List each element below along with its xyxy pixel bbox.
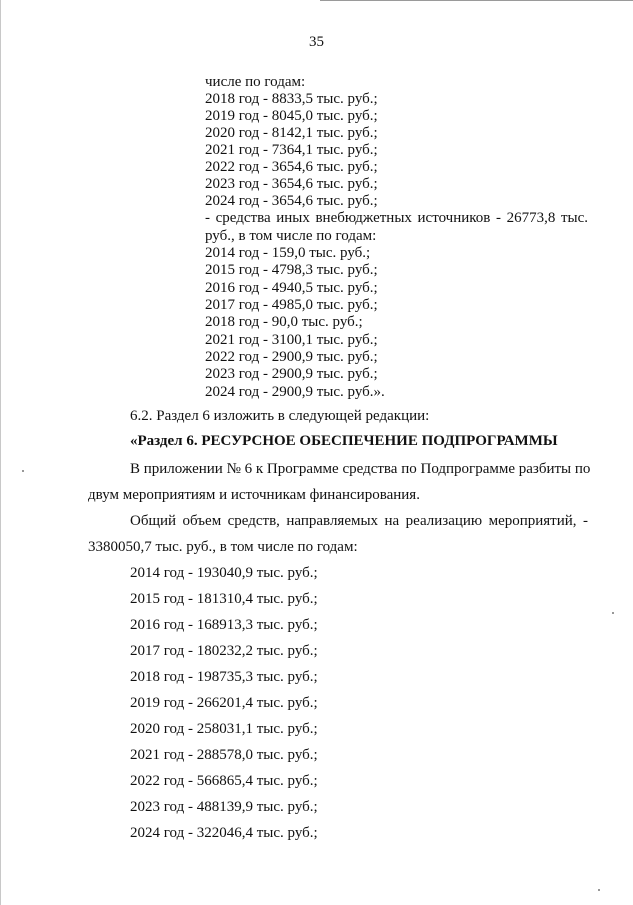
list-item: 2018 год - 198735,3 тыс. руб.; [130, 669, 318, 685]
paragraph-text: 3380050,7 тыс. руб., в том числе по годам: [88, 539, 358, 555]
list-item: 2023 год - 3654,6 тыс. руб.; [205, 176, 378, 192]
paragraph-text: В приложении № 6 к Программе средства по Подпрограмме разбиты по [130, 461, 591, 477]
list-item: 2014 год - 193040,9 тыс. руб.; [130, 565, 318, 581]
list-item: 2016 год - 4940,5 тыс. руб.; [205, 280, 378, 296]
extrabudget-text: - средства иных внебюджетных источников - 26773,8 тыс. [205, 210, 588, 226]
list-item: 2020 год - 258031,1 тыс. руб.; [130, 721, 318, 737]
list-item: 2020 год - 8142,1 тыс. руб.; [205, 125, 378, 141]
list-item: 2015 год - 181310,4 тыс. руб.; [130, 591, 318, 607]
scan-speck [22, 470, 24, 472]
scan-speck [598, 889, 600, 891]
scan-speck [612, 612, 614, 614]
list-item: 2021 год - 7364,1 тыс. руб.; [205, 142, 378, 158]
scan-top-border [320, 0, 633, 1]
list-item: 2015 год - 4798,3 тыс. руб.; [205, 262, 378, 278]
extrabudget-text: руб., в том числе по годам: [205, 228, 377, 244]
scan-left-edge [0, 0, 1, 905]
list-item: 2017 год - 4985,0 тыс. руб.; [205, 297, 378, 313]
list-item: 2022 год - 566865,4 тыс. руб.; [130, 773, 318, 789]
list-item: 2023 год - 488139,9 тыс. руб.; [130, 799, 318, 815]
instruction-text: 6.2. Раздел 6 изложить в следующей редакции: [130, 408, 430, 424]
list-item: 2019 год - 8045,0 тыс. руб.; [205, 108, 378, 124]
list-item: 2024 год - 2900,9 тыс. руб.». [205, 384, 385, 400]
list-item: 2019 год - 266201,4 тыс. руб.; [130, 695, 318, 711]
list-item: 2021 год - 288578,0 тыс. руб.; [130, 747, 318, 763]
paragraph-text: двум мероприятиям и источникам финансирования. [88, 487, 420, 503]
list-item: 2014 год - 159,0 тыс. руб.; [205, 245, 371, 261]
list-item: 2022 год - 2900,9 тыс. руб.; [205, 349, 378, 365]
list-item: 2018 год - 90,0 тыс. руб.; [205, 314, 363, 330]
list-item: 2021 год - 3100,1 тыс. руб.; [205, 332, 378, 348]
section-heading: «Раздел 6. РЕСУРСНОЕ ОБЕСПЕЧЕНИЕ ПОДПРОГРАММЫ [130, 433, 558, 449]
page-number: 35 [309, 34, 324, 50]
list-item: 2024 год - 3654,6 тыс. руб.; [205, 193, 378, 209]
list-item: числе по годам: [205, 74, 306, 90]
list-item: 2018 год - 8833,5 тыс. руб.; [205, 91, 378, 107]
list-item: 2022 год - 3654,6 тыс. руб.; [205, 159, 378, 175]
list-item: 2023 год - 2900,9 тыс. руб.; [205, 366, 378, 382]
list-item: 2024 год - 322046,4 тыс. руб.; [130, 825, 318, 841]
paragraph-text: Общий объем средств, направляемых на реализацию мероприятий, - [130, 513, 588, 529]
list-item: 2016 год - 168913,3 тыс. руб.; [130, 617, 318, 633]
list-item: 2017 год - 180232,2 тыс. руб.; [130, 643, 318, 659]
